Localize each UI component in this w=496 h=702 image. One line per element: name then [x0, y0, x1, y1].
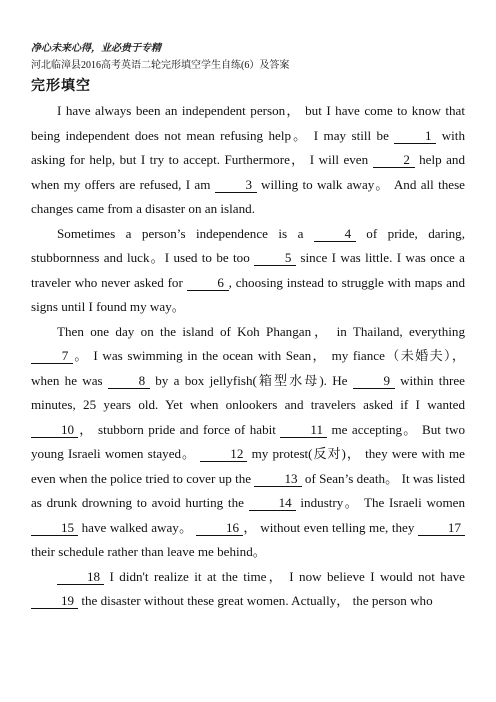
passage-paragraph — [31, 320, 465, 565]
answer-blank[interactable]: 8 — [108, 374, 150, 389]
passage-text: my protest(反对)， they were with me even when the police tried to cover up the — [31, 446, 465, 486]
passage-text: Then one day on the island of Koh Phangan， in Thailand, everything — [57, 323, 465, 339]
passage-text: willing to walk away。 And all these changes came from a disaster on an island. — [31, 176, 465, 216]
passage-text: ， stubborn pride and force of habit — [78, 421, 281, 437]
header-motto: 净心未来心得，业必贵于专精 — [31, 43, 161, 54]
answer-blank[interactable]: 2 — [373, 153, 415, 168]
answer-blank[interactable]: 9 — [353, 374, 395, 389]
passage-text: their schedule rather than leave me behind。 — [31, 544, 266, 559]
passage-paragraph — [31, 222, 465, 320]
passage-text: ， without even telling me, they — [243, 519, 418, 535]
passage-text: of pride, daring, stubbornness and luck。I used to be too — [31, 225, 465, 265]
passage-text: of Sean’s death。 It was listed as drunk drowning to avoid hurting the — [31, 470, 465, 510]
answer-blank[interactable]: 14 — [249, 496, 296, 511]
answer-blank[interactable]: 15 — [31, 521, 78, 536]
passage-text: since I was little. I was once a traveler who never asked for — [31, 250, 465, 290]
section-title: 完形填空 — [31, 79, 91, 94]
answer-blank[interactable]: 11 — [280, 423, 327, 438]
passage-text: Sometimes a person’s independence is a — [57, 225, 314, 241]
answer-blank[interactable]: 18 — [57, 570, 104, 585]
passage-text: with asking for help, but I try to accept. Furthermore， I will even — [31, 127, 465, 167]
answer-blank[interactable]: 17 — [418, 521, 465, 536]
passage-body — [31, 99, 465, 614]
answer-blank[interactable]: 10 — [31, 423, 78, 438]
answer-blank[interactable]: 4 — [314, 227, 356, 242]
answer-blank[interactable]: 12 — [200, 447, 247, 462]
passage-text: have walked away。 — [78, 519, 196, 535]
answer-blank[interactable]: 1 — [394, 129, 436, 144]
passage-text: help and when my offers are refused, I am — [31, 152, 465, 192]
answer-blank[interactable]: 19 — [31, 594, 78, 609]
answer-blank[interactable]: 3 — [215, 178, 257, 193]
answer-blank[interactable]: 7 — [31, 349, 73, 364]
document-source-title: 河北临漳县2016高考英语二轮完形填空学生自练(6）及答案 — [31, 60, 290, 71]
passage-text: within three minutes, 25 years old. Yet when onlookers and travelers asked if I wanted — [31, 372, 465, 412]
passage-text: me accepting。 But two young Israeli women stayed。 — [31, 421, 466, 461]
passage-text: by a box jellyfish(箱型水母). He — [149, 372, 353, 388]
passage-text: I didn't realize it at the time， I now believe I would not have — [104, 568, 465, 584]
answer-blank[interactable]: 16 — [196, 521, 243, 536]
passage-text: , choosing instead to struggle with maps and signs until I found my way。 — [31, 274, 465, 314]
answer-blank[interactable]: 5 — [254, 251, 296, 266]
passage-text: 。 I was swimming in the ocean with Sean， my fiance（未婚夫）， when he was — [31, 348, 465, 388]
passage-text: I have always been an independent person， but I have come to know that being independent does not mean refusing help。 I may still be — [31, 103, 465, 143]
answer-blank[interactable]: 13 — [254, 472, 301, 487]
passage-paragraph — [31, 565, 465, 614]
passage-paragraph — [31, 99, 465, 222]
passage-text: industry。 The Israeli women — [295, 495, 465, 510]
answer-blank[interactable]: 6 — [187, 276, 229, 291]
passage-text: the disaster without these great women. Actually， the person who — [78, 593, 433, 608]
